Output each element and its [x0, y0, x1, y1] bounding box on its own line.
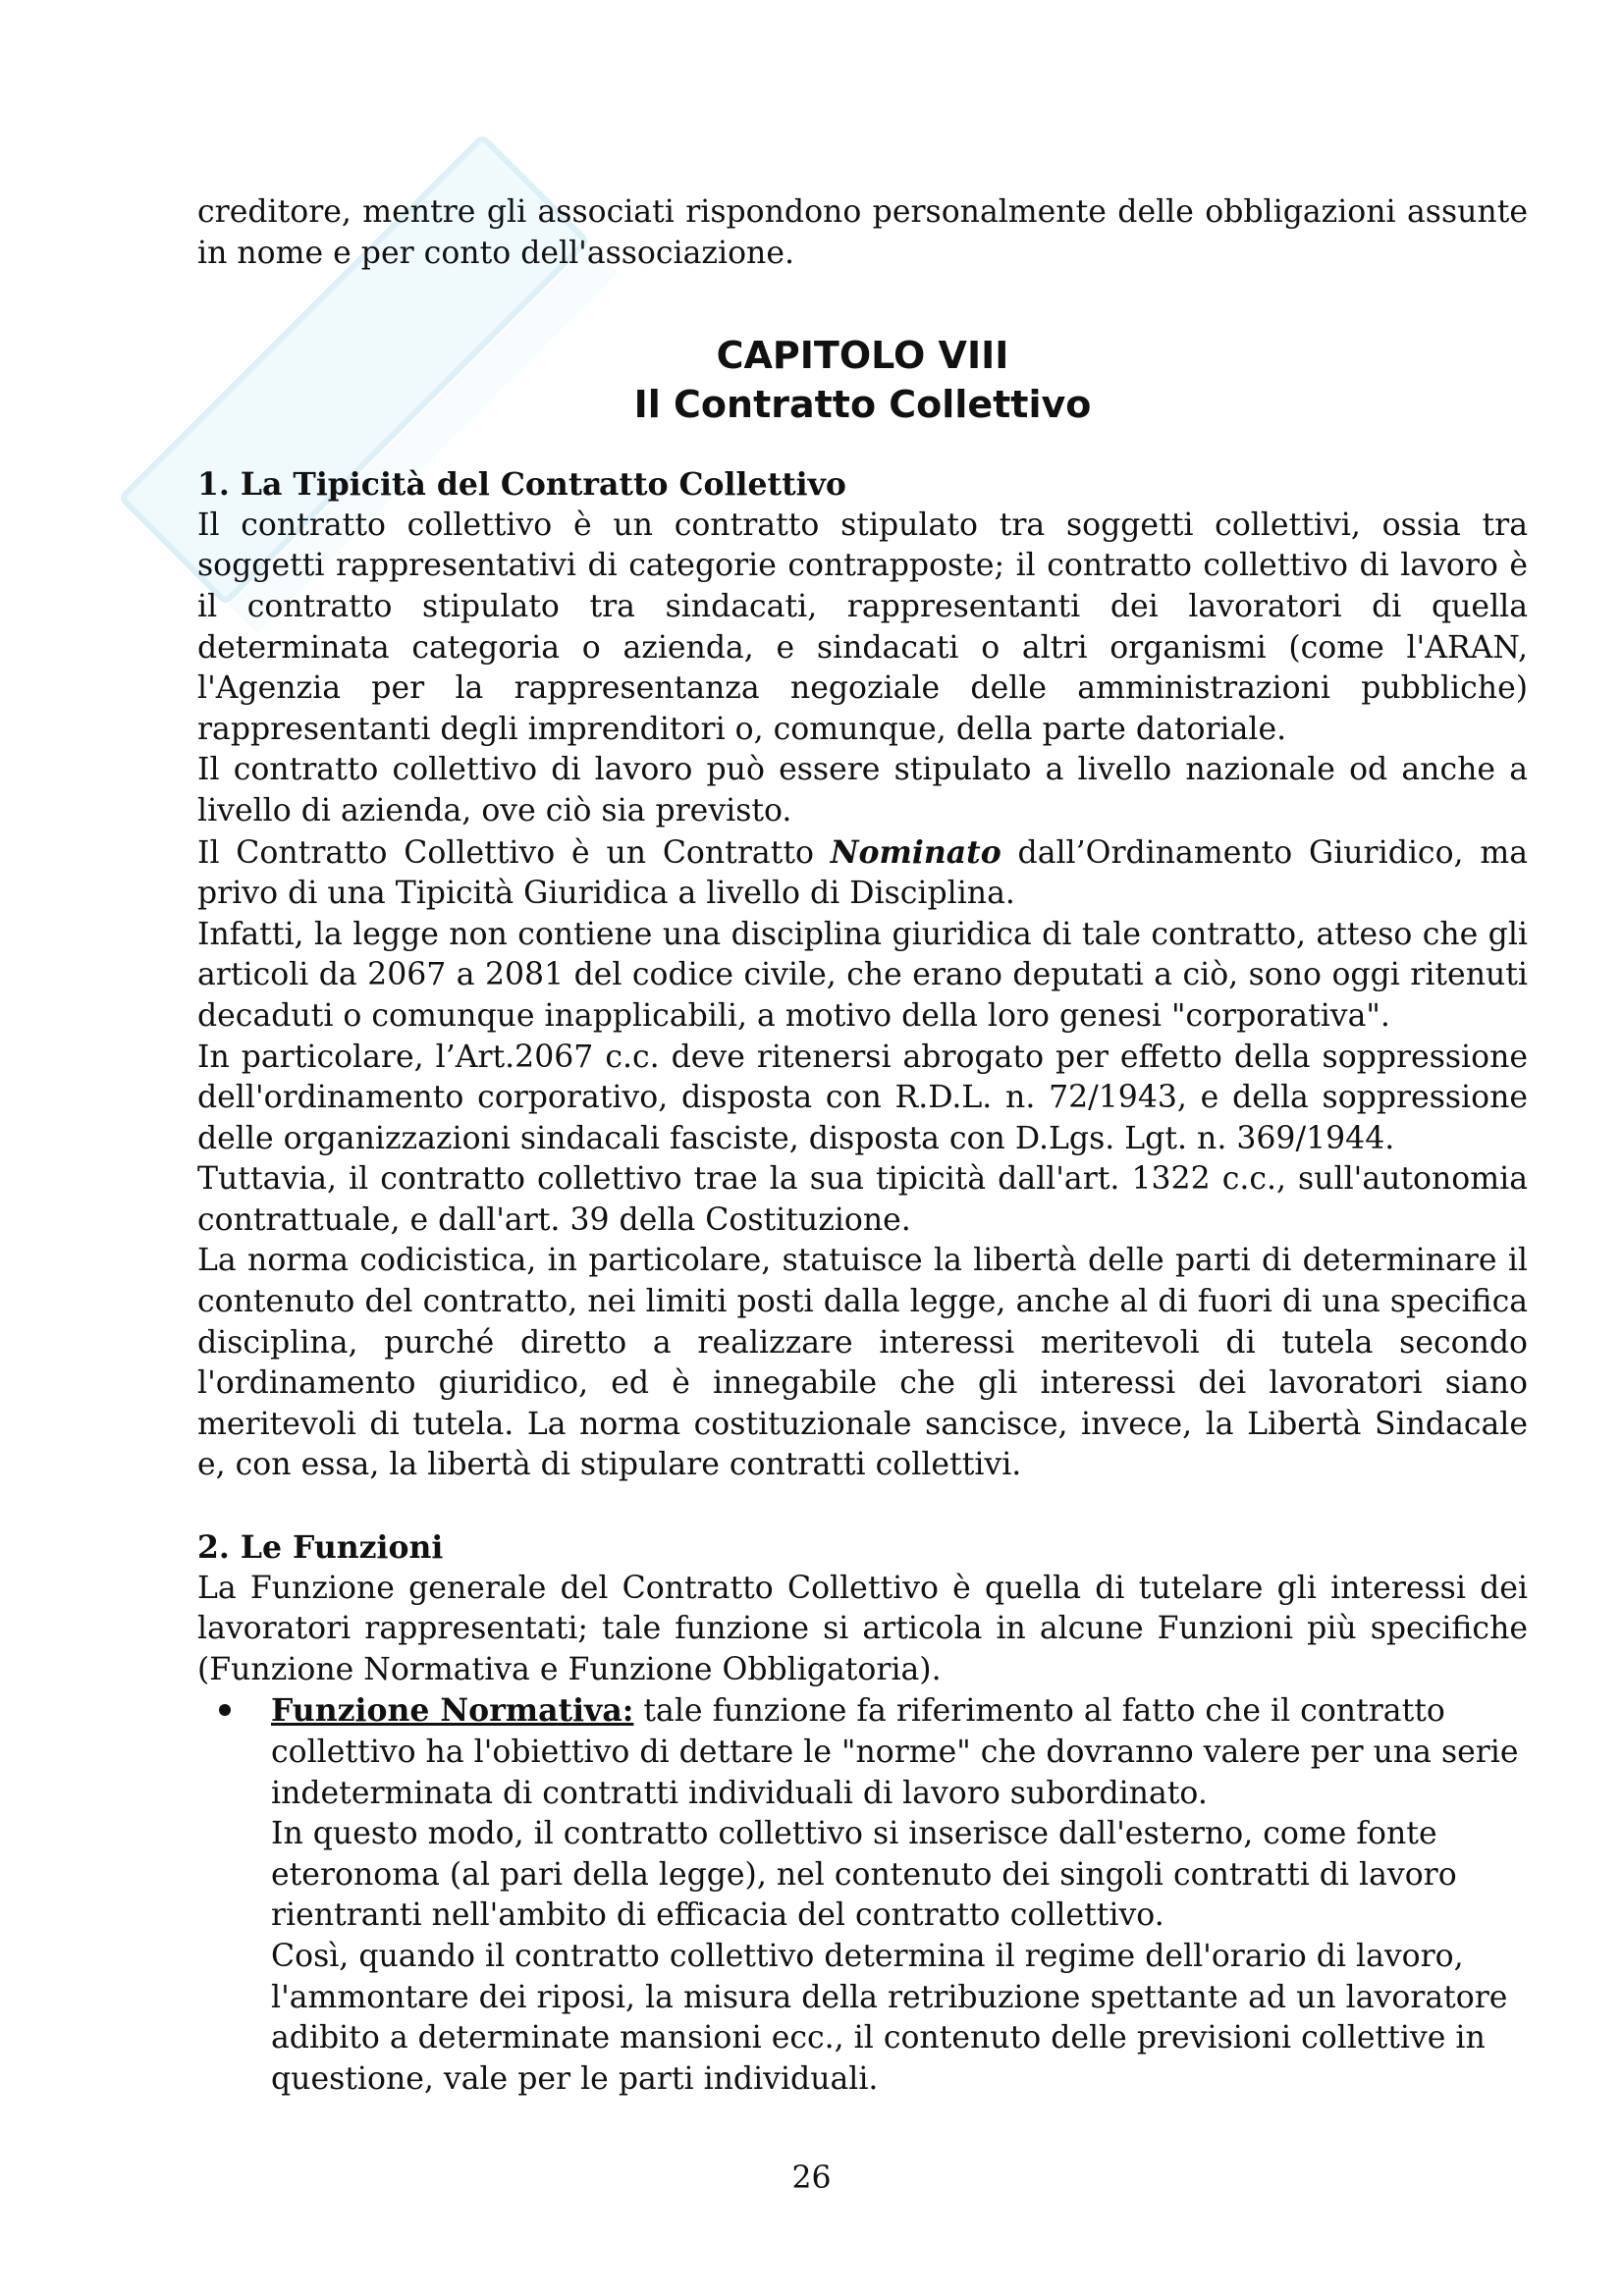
- document-page: [197, 192, 1528, 2100]
- paragraph: [197, 832, 1528, 915]
- chapter-heading: [197, 331, 1528, 429]
- paragraph: [271, 1690, 1528, 1814]
- chapter-number: CAPITOLO VIII: [716, 334, 1009, 378]
- section-heading-2: 2. Le Funzioni: [197, 1529, 444, 1567]
- paragraph: La norma codicistica, in particolare, statuisce la libertà delle parti di determinare il contenuto del contratto, nei limiti posti dalla legge, anche al di fuori di una specifica disciplina, purché diretto a realizzare interessi meritevoli di tutela secondo l'ordinamento giuridico, ed è innegabile che gli interessi dei lavoratori siano meritevoli di tutela. La norma costituzionale sancisce, invece, la Libertà Sindacale e, con essa, la libertà di stipulare contratti collettivi.: [197, 1243, 1528, 1483]
- paragraph: Il contratto collettivo è un contratto stipulato tra soggetti collettivi, ossia tra soggetti rappresentativi di categorie contrapposte; il contratto collettivo di lavoro è il contratto stipulato tra sindacati, rappresentanti dei lavoratori di quella determinata categoria o azienda, e sindacati o altri organismi (come l'ARAN, l'Agenzia per la rappresentanza negoziale delle amministrazioni pubbliche) rappresentanti degli imprenditori o, comunque, della parte datoriale.: [197, 507, 1528, 747]
- page-number: 26: [791, 2161, 832, 2196]
- text-run: Il Contratto Collettivo è un Contratto: [197, 834, 831, 871]
- section-heading-1: 1. La Tipicità del Contratto Collettivo: [197, 466, 846, 504]
- paragraph: Tuttavia, il contratto collettivo trae la sua tipicità dall'art. 1322 c.c., sull'autonomia contrattuale, e dall'art. 39 della Costituzione.: [197, 1161, 1528, 1238]
- bullet-icon: [219, 1704, 231, 1716]
- text-run: tale funzione fa riferimento al fatto che il contratto collettivo ha l'obiettivo di dettare le "norme" che dovranno valere per una serie indeterminata di contratti individuali di lavoro subordinato.: [271, 1693, 1519, 1811]
- paragraph: In particolare, l’Art.2067 c.c. deve ritenersi abrogato per effetto della soppressione dell'ordinamento corporativo, disposta con R.D.L. n. 72/1943, e della soppressione delle organizzazioni sindacali fasciste, disposta con D.Lgs. Lgt. n. 369/1944.: [197, 1039, 1528, 1156]
- text-run: dall’Ordinamento Giuridico, ma privo di una Tipicità Giuridica a livello di Disciplina.: [197, 834, 1528, 912]
- emphasis-nominato: Nominato: [830, 833, 1001, 871]
- bullet-list: [197, 1690, 1528, 2100]
- paragraph: In questo modo, il contratto collettivo si inserisce dall'esterno, come fonte eteronoma (al pari della legge), nel contenuto dei singoli contratti di lavoro rientranti nell'ambito di efficacia del contratto collettivo.: [271, 1816, 1457, 1934]
- intro-paragraph: creditore, mentre gli associati rispondono personalmente delle obbligazioni assunte in nome e per conto dell'associazione.: [197, 194, 1528, 271]
- paragraph: La Funzione generale del Contratto Collettivo è quella di tutelare gli interessi dei lavoratori rappresentati; tale funzione si articola in alcune Funzioni più specifiche (Funzione Normativa e Funzione Obbligatoria).: [197, 1570, 1528, 1687]
- paragraph: Infatti, la legge non contiene una disciplina giuridica di tale contratto, atteso che gli articoli da 2067 a 2081 del codice civile, che erano deputati a ciò, sono oggi ritenuti decaduti o comunque inapplicabili, a motivo della loro genesi "corporativa".: [197, 916, 1528, 1034]
- chapter-title: Il Contratto Collettivo: [633, 383, 1092, 427]
- list-item: [197, 1690, 1528, 2100]
- paragraph: Il contratto collettivo di lavoro può essere stipulato a livello nazionale od anche a livello di azienda, ove ciò sia previsto.: [197, 752, 1528, 828]
- paragraph: Così, quando il contratto collettivo determina il regime dell'orario di lavoro, l'ammontare dei riposi, la misura della retribuzione spettante ad un lavoratore adibito a determinate mansioni ecc., il contenuto delle previsioni collettive in questione, vale per le parti individuali.: [271, 1938, 1508, 2097]
- term-funzione-normativa: Funzione Normativa:: [271, 1692, 634, 1730]
